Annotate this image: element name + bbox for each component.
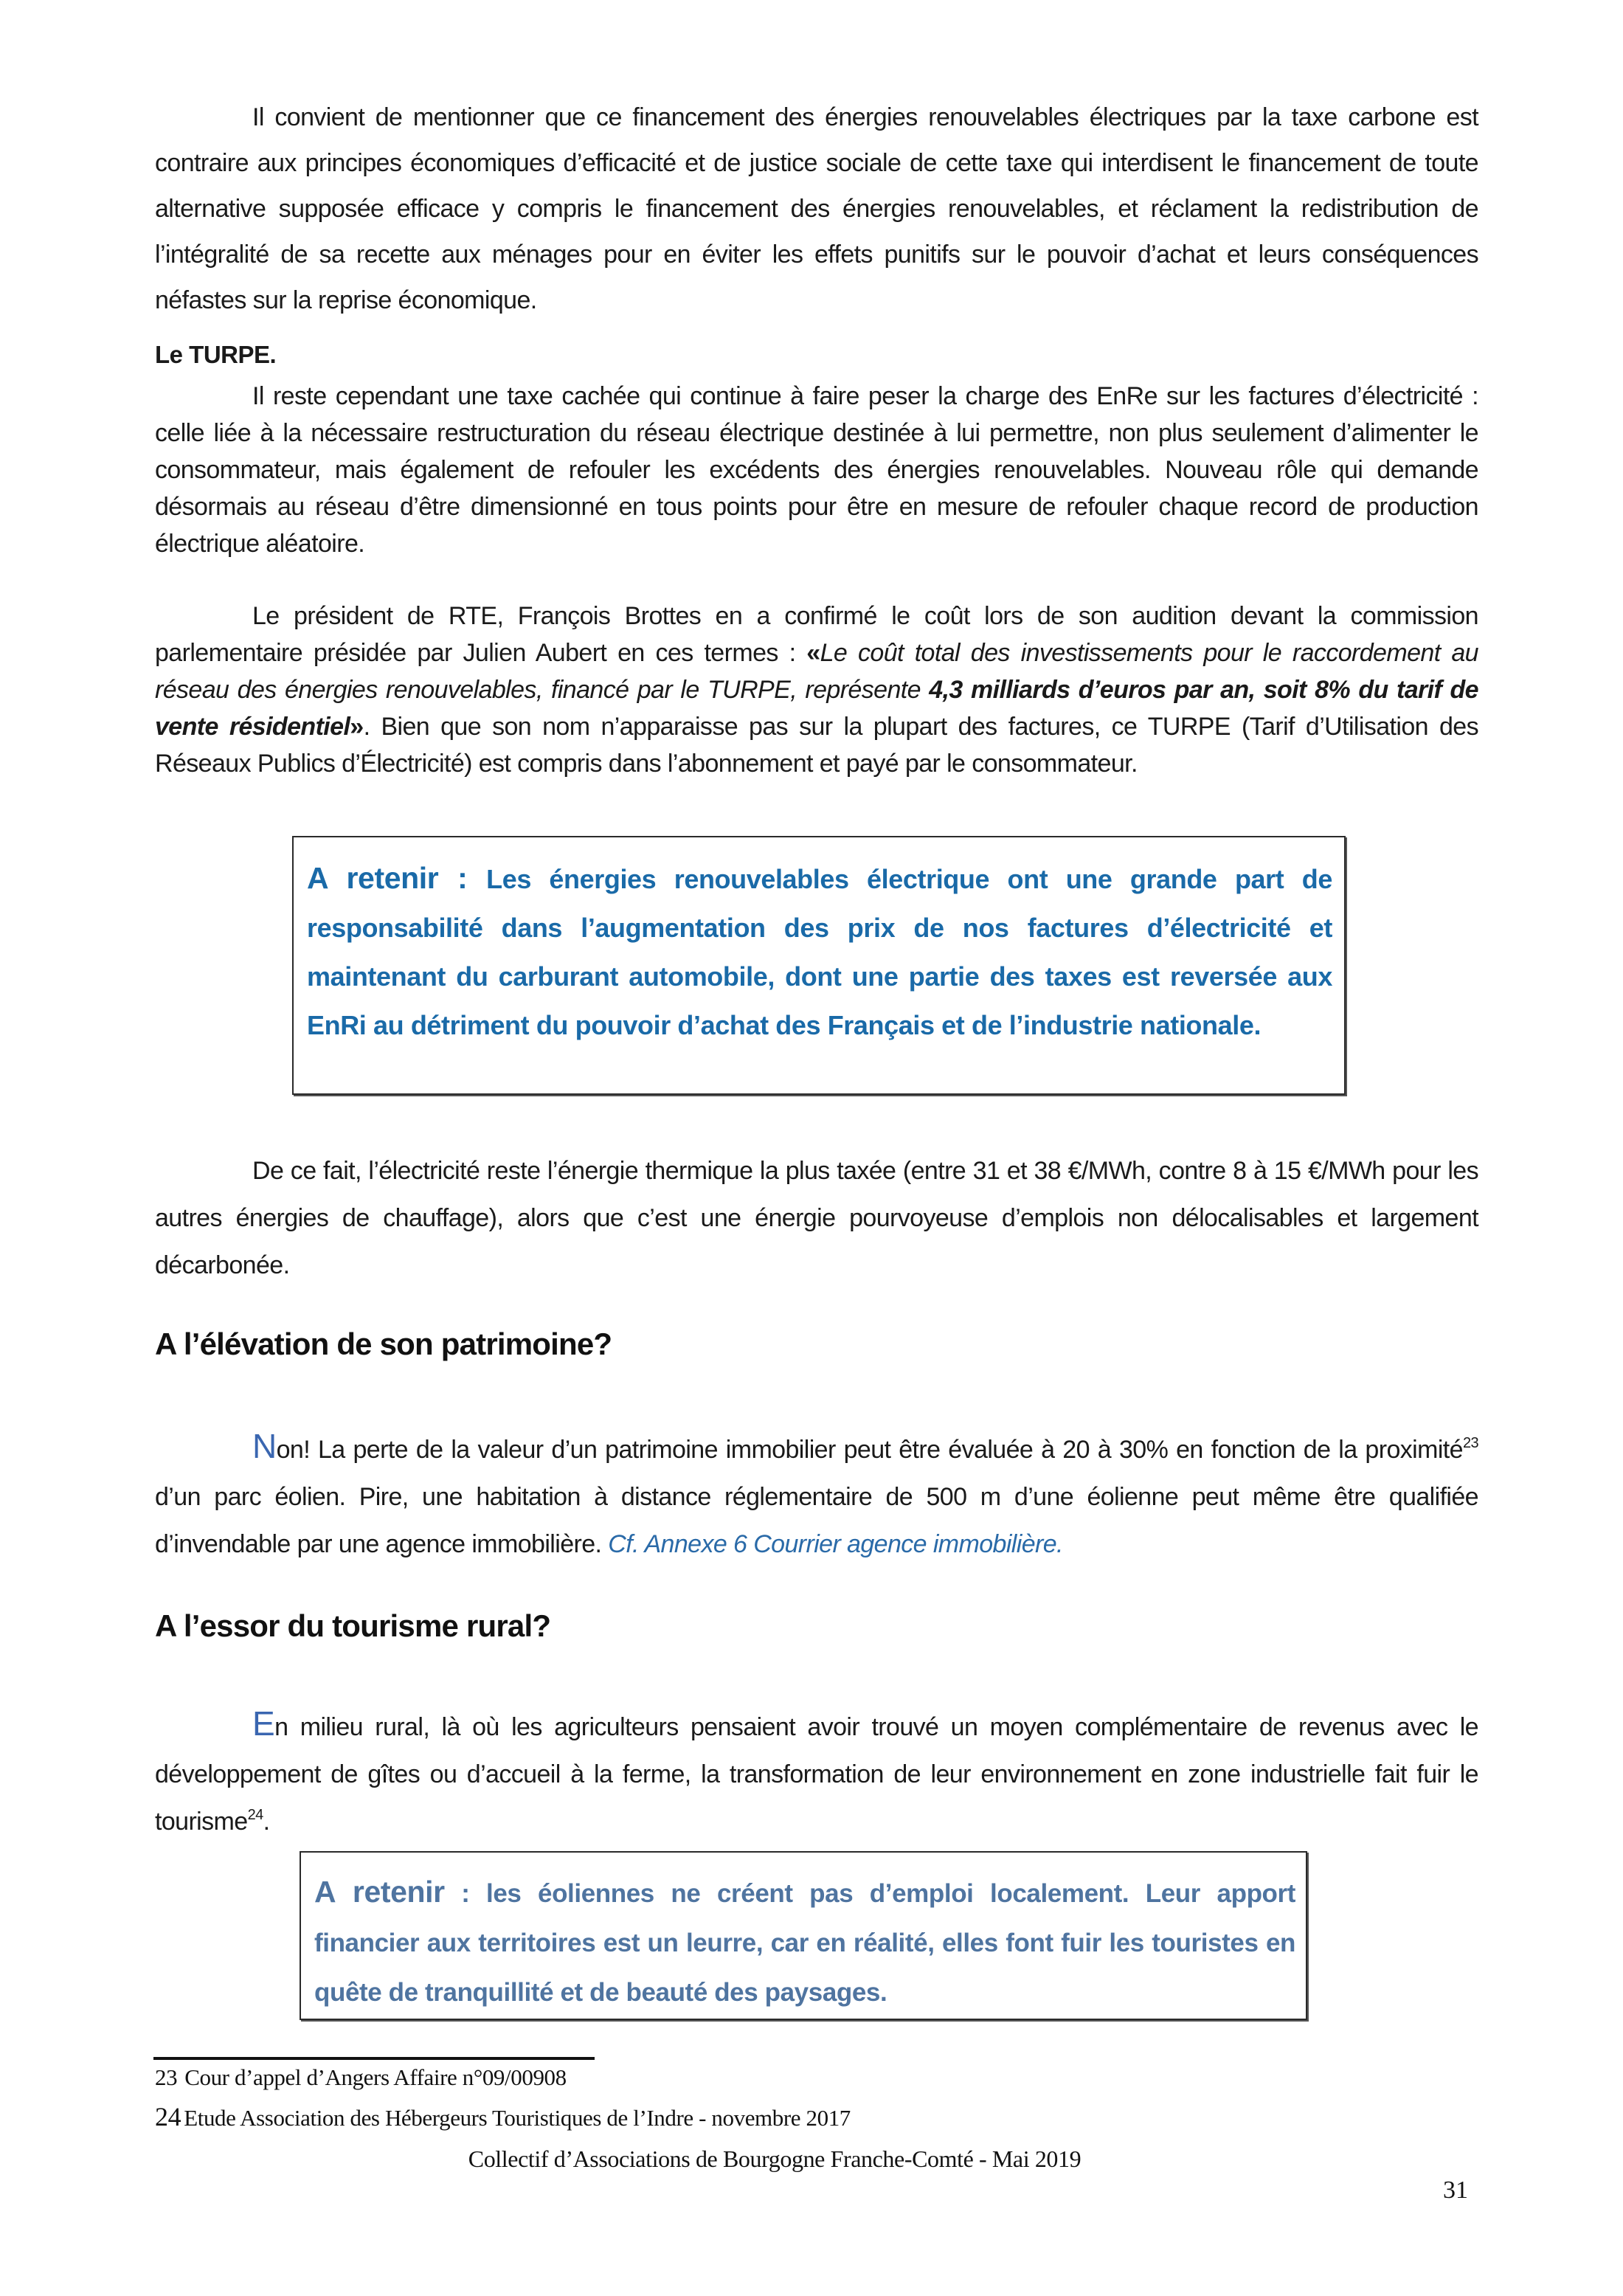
page-number: 31 [1443,2176,1468,2204]
footnote-24 [155,2101,851,2132]
key-takeaway-label: A retenir : [307,861,487,895]
key-takeaway-box-tourism [300,1851,1307,2020]
rte-intro: Le président de RTE, François Brottes en a confirmé le coût lors de son audition devant la commission parlementaire présidée par Julien Aubert en ces termes : [155,602,1478,667]
footnote-number: 24 [155,2102,181,2131]
paragraph-turpe: Il reste cependant une taxe cachée qui continue à faire peser la charge des EnRe sur les factures d’électricité : celle liée à la nécessaire restructuration du réseau électrique destinée à lui permettre, non plus seulement d’alimenter le consommateur, mais également de refouler les excédents des énergies renouvelables. Nouveau rôle qui demande désormais au réseau d’être dimensionné en tous points pour être en mesure de refouler chaque record de production électrique aléatoire. [155,382,1478,558]
rte-rest: . Bien que son nom n’apparaisse pas sur la plupart des factures, ce TURPE (Tarif d’Utilisation des Réseaux Publics d’Électricité) est compris dans l’abonnement et payé par le consommateur. [155,713,1478,778]
footnote-text: Etude Association des Hébergeurs Touristiques de l’Indre - novembre 2017 [184,2105,851,2131]
annex-6-reference-link[interactable]: Cf. Annexe 6 Courrier agence immobilière. [608,1530,1063,1558]
tourisme-text: n milieu rural, là où les agriculteurs pensaient avoir trouvé un moyen complémentaire de revenus avec le développement de gîtes ou d’accueil à la ferme, la transformation de leur environnement en zone industrielle fait fuir le tourisme [155,1713,1478,1836]
footnote-text: Cour d’appel d’Angers Affaire n°09/00908 [184,2064,567,2090]
footnote-23 [155,2064,567,2091]
footnote-separator [153,2057,595,2060]
tourisme-text-end: . [263,1808,270,1836]
rte-quote-figure: 4,3 milliards d’euros par an, soit 8% du tarif de vente résidentiel [155,676,1478,741]
key-takeaway-body: : les éoliennes ne créent pas d’emploi localement. Leur apport financier aux territoires est un leurre, car en réalité, elles font fuir les touristes en quête de tranquillité et de beauté des paysages. [314,1879,1295,2007]
section-title-turpe: Le TURPE. [155,341,277,368]
key-takeaway-label: A retenir [314,1875,445,1909]
quote-close: » [350,713,364,741]
footnote-ref-23[interactable]: 23 [1462,1435,1478,1451]
footnote-ref-24[interactable]: 24 [247,1807,263,1823]
paragraph-rte-audition [155,598,1478,782]
patrimoine-text: on! La perte de la valeur d’un patrimoine immobilier peut être évaluée à 20 à 30% en fonction de la proximité [276,1436,1463,1464]
page-footer: Collectif d’Associations de Bourgogne Franche-Comté - Mai 2019 [468,2145,1082,2172]
heading-patrimoine: A l’élévation de son patrimoine? [155,1327,612,1361]
key-takeaway-text [314,1867,1295,2017]
key-takeaway-text [307,854,1332,1050]
dropcap-e: E [252,1704,275,1743]
footnote-number: 23 [155,2064,178,2090]
rte-quote: Le coût total des investissements pour le raccordement au réseau des énergies renouvelables, financé par le TURPE, représente [155,639,1478,704]
paragraph-patrimoine [155,1422,1478,1568]
key-takeaway-box-energy [292,836,1346,1095]
paragraph-tourisme [155,1700,1478,1845]
heading-tourisme: A l’essor du tourisme rural? [155,1608,551,1643]
paragraph-electricity-tax: De ce fait, l’électricité reste l’énergie thermique la plus taxée (entre 31 et 38 €/MWh, contre 8 à 15 €/MWh pour les autres énergies de chauffage), alors que c’est une énergie pourvoyeuse d’emplois non délocalisables et largement décarbonée. [155,1157,1478,1279]
dropcap-n: N [252,1427,277,1465]
key-takeaway-body: Les énergies renouvelables électrique ont une grande part de responsabilité dans l’augmentation des prix de nos factures d’électricité et maintenant du carburant automobile, dont une partie des taxes est reversée aux EnRi au détriment du pouvoir d’achat des Français et de l’industrie nationale. [307,864,1332,1040]
paragraph-carbon-tax: Il convient de mentionner que ce financement des énergies renouvelables électriques par la taxe carbone est contraire aux principes économiques d’efficacité et de justice sociale de cette taxe qui interdisent le financement de toute alternative supposée efficace y compris le financement des énergies renouvelables, et réclament la redistribution de l’intégralité de sa recette aux ménages pour en éviter les effets punitifs sur le pouvoir d’achat et leurs conséquences néfastes sur la reprise économique. [155,103,1478,314]
quote-open: « [806,639,820,667]
patrimoine-text-cont: d’un parc éolien. Pire, une habitation à distance réglementaire de 500 m d’une éolienne peut même être qualifiée d’invendable par une agence immobilière. [155,1483,1478,1558]
